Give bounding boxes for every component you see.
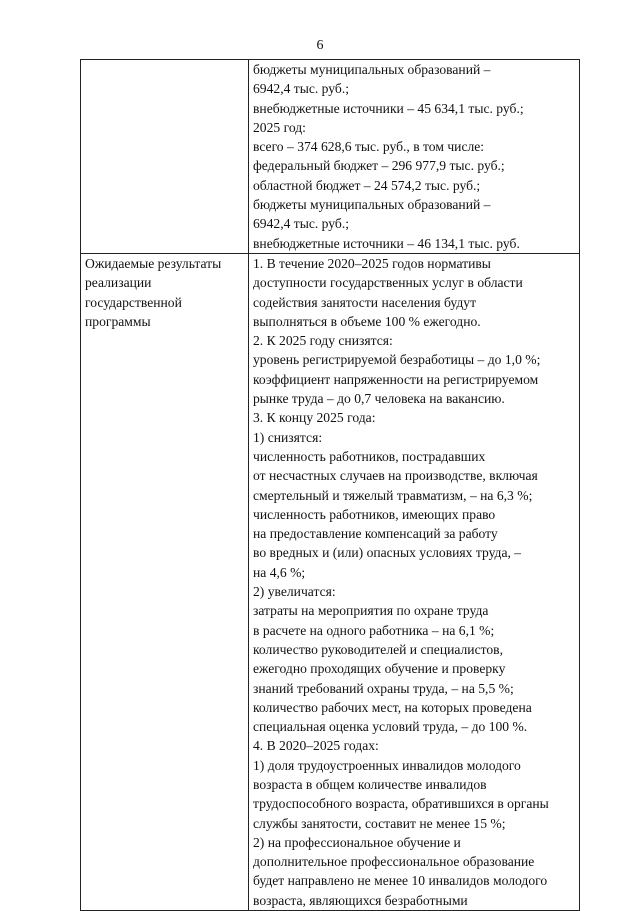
table-row-expected-results [81, 253, 580, 910]
text-line: содействия занятости населения будут [253, 294, 477, 310]
text-line: количество руководителей и специалистов, [253, 641, 503, 657]
text-line: областной бюджет – 24 574,2 тыс. руб.; [253, 177, 481, 193]
text-line: на предоставление компенсаций за работу [253, 526, 498, 542]
text-line: от несчастных случаев на производстве, включая [253, 468, 538, 484]
text-line: 3. К концу 2025 года: [253, 410, 376, 426]
row-label-cell [81, 60, 249, 254]
text-line: 2025 год: [253, 119, 306, 135]
text-line: коэффициент напряженности на регистрируемом [253, 371, 539, 387]
text-line: в расчете на одного работника – на 6,1 %; [253, 622, 495, 638]
text-line: дополнительное профессиональное образование [253, 854, 535, 870]
text-line: специальная оценка условий труда, – до 100 %. [253, 719, 528, 735]
row-content-cell [249, 60, 580, 254]
text-line: государственной [85, 294, 182, 310]
text-line: численность работников, имеющих право [253, 506, 496, 522]
text-line: 2. К 2025 году снизятся: [253, 333, 393, 349]
text-line: реализации [85, 275, 152, 291]
text-line: внебюджетные источники – 45 634,1 тыс. руб.; [253, 100, 524, 116]
text-line: доступности государственных услуг в области [253, 275, 523, 291]
text-line: возраста в общем количестве инвалидов [253, 776, 487, 792]
text-line: федеральный бюджет – 296 977,9 тыс. руб.; [253, 158, 505, 174]
text-line: смертельный и тяжелый травматизм, – на 6,3 %; [253, 487, 533, 503]
text-line: трудоспособного возраста, обратившихся в органы [253, 796, 549, 812]
table-row-funding [81, 60, 580, 254]
text-line: ежегодно проходящих обучение и проверку [253, 661, 506, 677]
text-line: бюджеты муниципальных образований – [253, 197, 491, 213]
text-line: 1) снизятся: [253, 429, 323, 445]
row-label-cell [81, 253, 249, 910]
text-line: возраста, являющихся безработными [253, 892, 468, 908]
text-line: 4. В 2020–2025 годах: [253, 738, 379, 754]
text-line: знаний требований охраны труда, – на 5,5 %; [253, 680, 514, 696]
program-passport-table [80, 59, 580, 911]
text-line: уровень регистрируемой безработицы – до 1,0 %; [253, 352, 541, 368]
text-line: 1) доля трудоустроенных инвалидов молодого [253, 757, 521, 773]
text-line: 2) на профессиональное обучение и [253, 834, 461, 850]
text-line: Ожидаемые результаты [85, 255, 222, 271]
text-line: на 4,6 %; [253, 564, 306, 580]
text-line: затраты на мероприятия по охране труда [253, 603, 489, 619]
row-content-cell [249, 253, 580, 910]
text-line: службы занятости, составит не менее 15 %; [253, 815, 506, 831]
text-line: во вредных и (или) опасных условиях труда, – [253, 545, 522, 561]
text-line: бюджеты муниципальных образований – [253, 62, 491, 77]
text-line: 1. В течение 2020–2025 годов нормативы [253, 255, 491, 271]
text-line: 6942,4 тыс. руб.; [253, 81, 350, 97]
text-line: всего – 374 628,6 тыс. руб., в том числе: [253, 139, 485, 155]
text-line: 6942,4 тыс. руб.; [253, 216, 350, 232]
text-line: программы [85, 313, 151, 329]
page-number: 6 [316, 38, 324, 53]
text-line: будет направлено не менее 10 инвалидов молодого [253, 873, 548, 889]
text-line: выполняться в объеме 100 % ежегодно. [253, 313, 481, 329]
text-line: количество рабочих мест, на которых проведена [253, 699, 532, 715]
text-line: 2) увеличатся: [253, 584, 336, 600]
text-line: численность работников, пострадавших [253, 448, 486, 464]
text-line: рынке труда – до 0,7 человека на вакансию. [253, 391, 505, 407]
text-line: внебюджетные источники – 46 134,1 тыс. руб. [253, 235, 520, 251]
